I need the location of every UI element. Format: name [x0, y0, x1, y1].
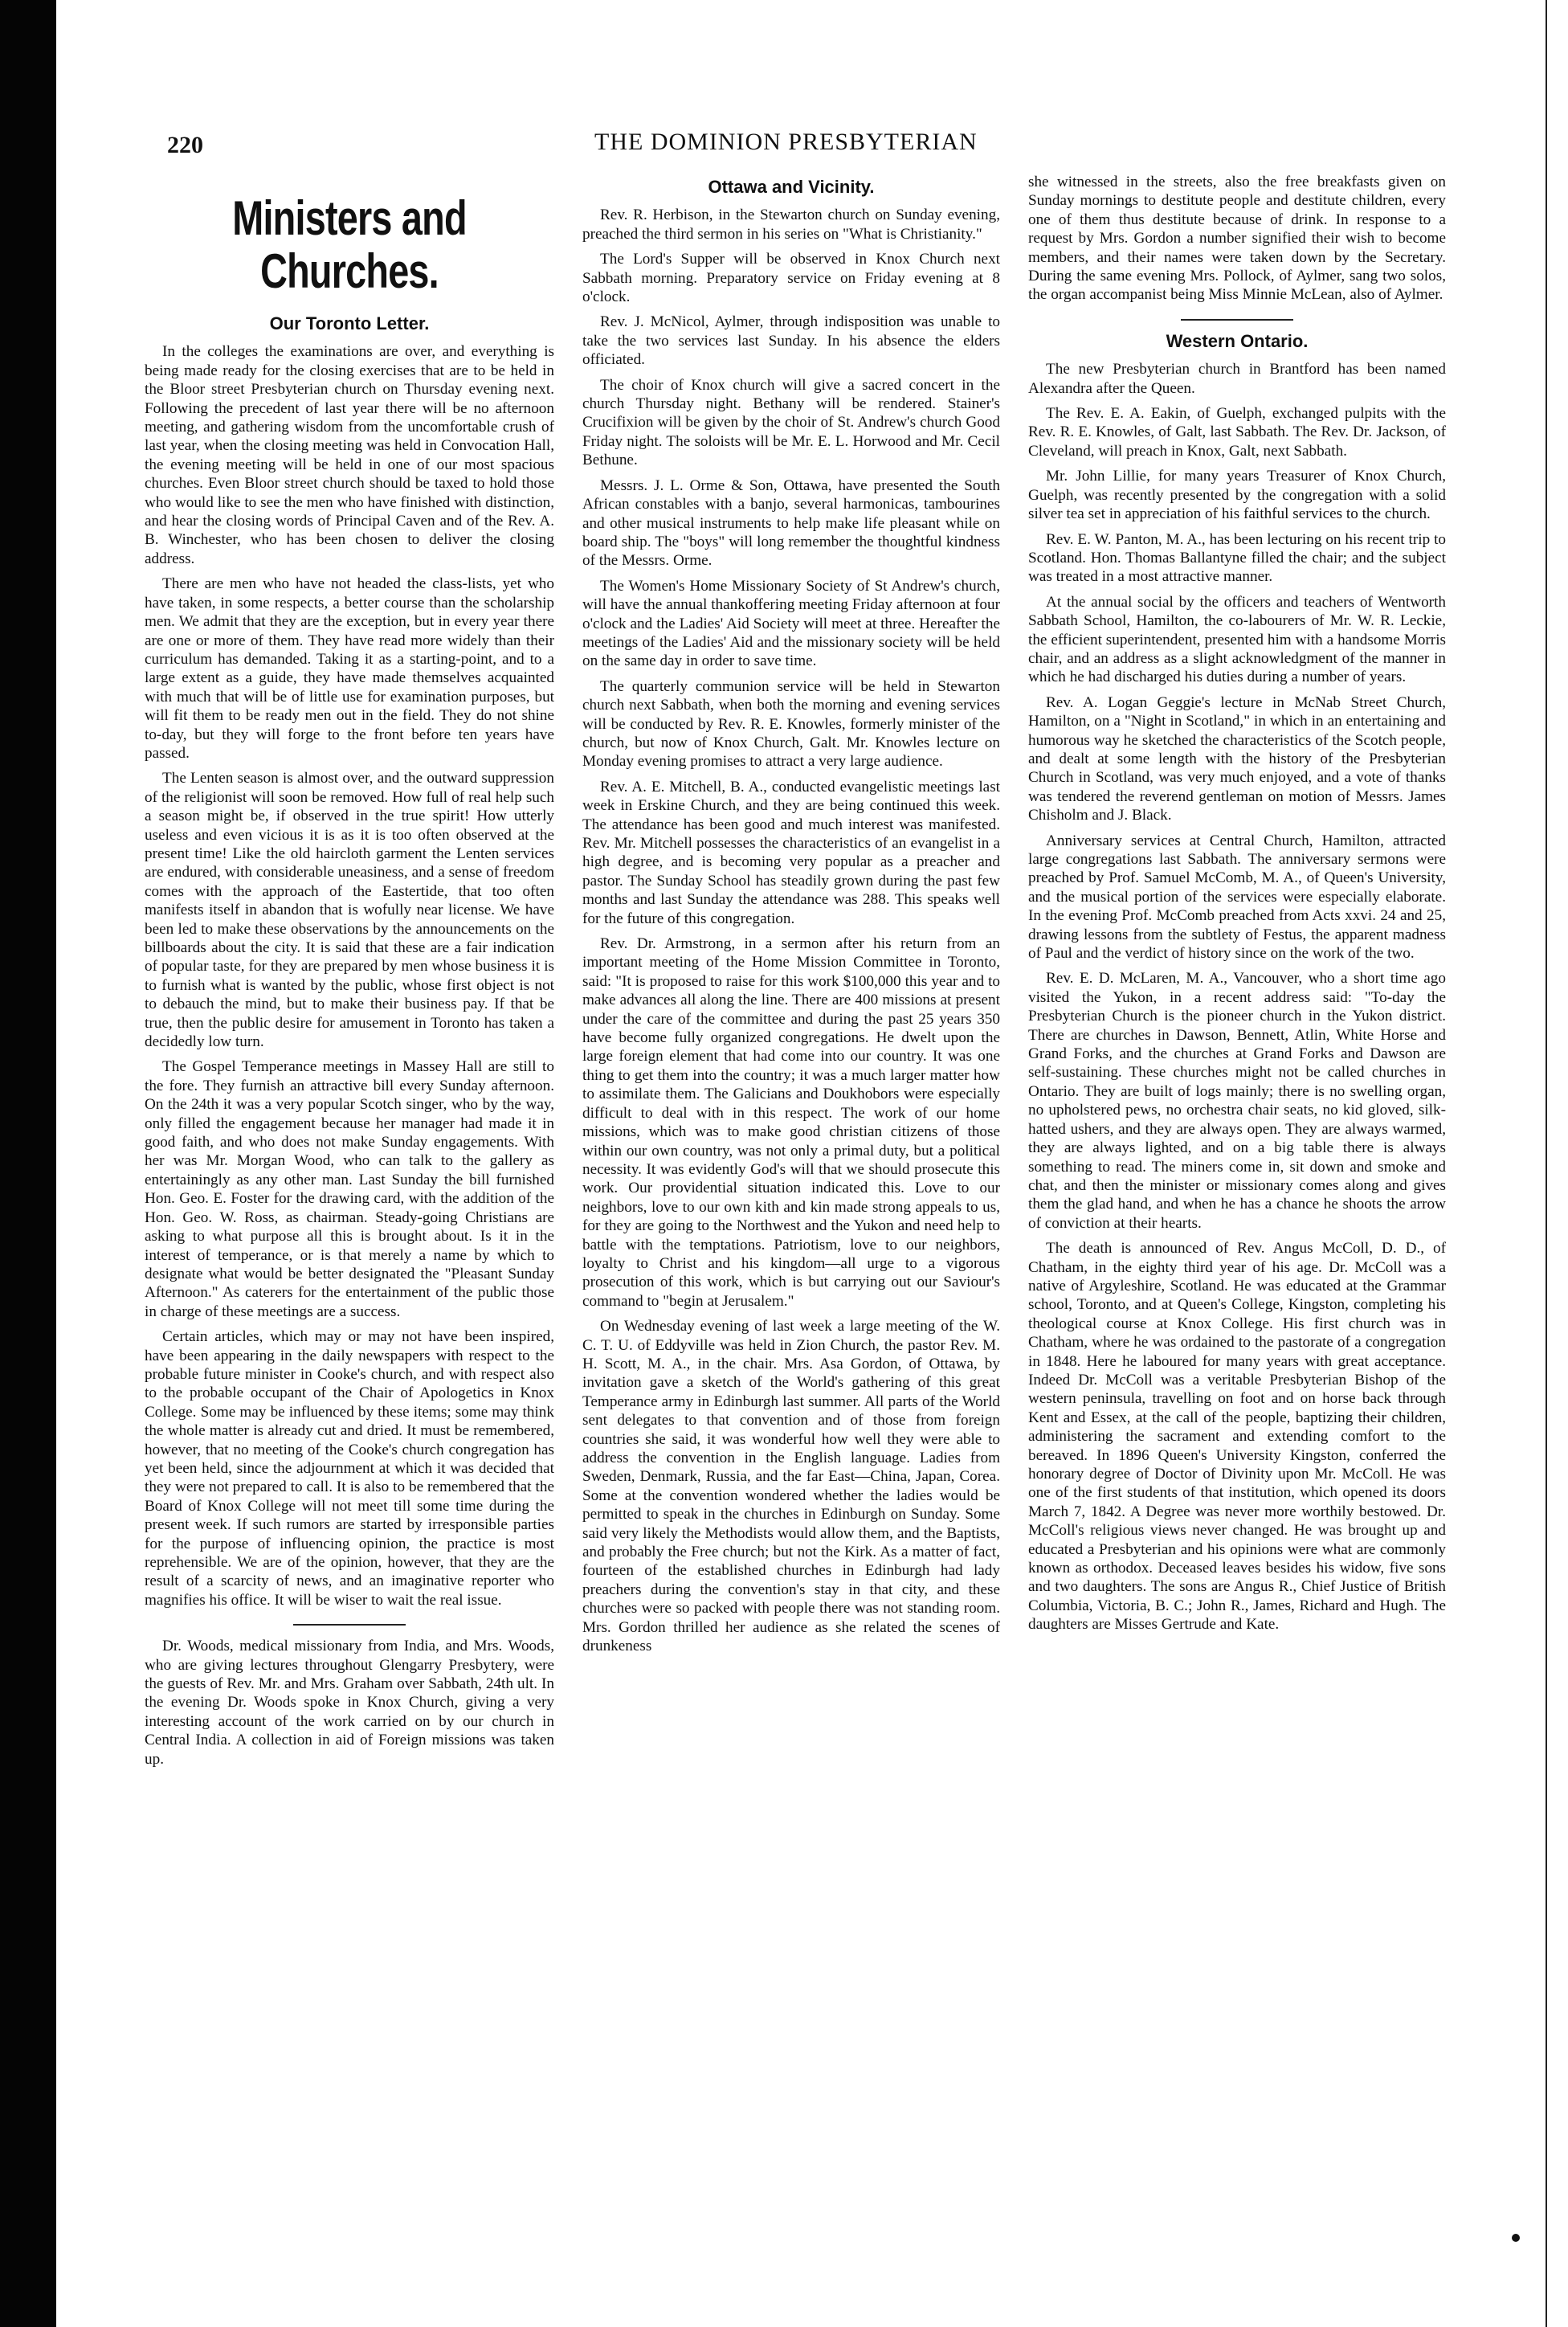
paragraph: Dr. Woods, medical missionary from India, and Mrs. Woods, who are giving lectures throughout Glengarry Presbytery, were the guests of Rev. Mr. and Mrs. Graham over Sabbath, 24th ult. In the evening Dr. Woods spoke in Knox Church, giving a very interesting account of the work carried on by our church in Central India. A collection in aid of Foreign missions was taken up. — [145, 1638, 554, 1768]
western-ontario-heading: Western Ontario. — [1166, 330, 1309, 351]
journal-title: THE DOMINION PRESBYTERIAN — [594, 129, 978, 155]
paragraph: In the colleges the examinations are over, and everything is being made ready for the closing exercises that are to be held in the Bloor street Presbyterian church on Thursday evening next. Following the precedent of last year there will be no afternoon meeting, and gathering wisdom from the uncomfortable crush of last year, when the closing meeting was held in Convocation Hall, the evening meeting will be held in one of our most spacious churches. Even Bloor street church should be taxed to hold those who would like to see the men who have finished with distinction, and hear the closing words of Principal Caven and of the Rev. A. B. Winchester, who has been chosen to deliver the closing address. — [145, 343, 554, 567]
paragraph: At the annual social by the officers and teachers of Wentworth Sabbath School, Hamilton, the co-labourers of Mr. W. R. Leckie, the efficient superintendent, presented him with a handsome Morris chair, and an address as a slight acknowledgment of the manner in which he had discharged his duties during a number of years. — [1028, 593, 1446, 686]
paragraph: Rev. J. McNicol, Aylmer, through indisposition was unable to take the two services last Sunday. In his absence the elders officiated. — [582, 313, 1000, 369]
paragraph: On Wednesday evening of last week a large meeting of the W. C. T. U. of Eddyville was held in Zion Church, the pastor Rev. M. H. Scott, M. A., in the chair. Mrs. Asa Gordon, of Ottawa, by invitation gave a sketch of the World's gathering of this great Temperance army in Edinburgh last summer. All parts of the World sent delegates to that convention and of those from foreign countries she said, it was wonderful how well they were able to address the convention in the English language. Ladies from Sweden, Denmark, Russia, and the far East—China, Japan, Corea. Some at the convention wondered whether the ladies would be permitted to speak in the churches in Edinburgh on Sunday. Some said very likely the Methodists would allow them, and the Baptists, and probably the Free church; but not the Kirk. As a matter of fact, fourteen of the established churches in Edinburgh had lady preachers during the convention's stay in that city, and these churches were so packed with people there was not standing room. Mrs. Gordon thrilled her audience as she related the scenes of drunkeness — [582, 1318, 1000, 1655]
divider — [1181, 319, 1293, 321]
column-western-ontario — [1028, 173, 1446, 1641]
paragraph: Certain articles, which may or may not have been inspired, have been appearing in the daily newspapers with respect to the probable future minister in Cooke's church, and with respect also to the probable occupant of the Chair of Apologetics in Knox College. Some may be influenced by these items; some may think the whole matter is already cut and dried. It must be remembered, however, that no meeting of the Cooke's church congregation has yet been held, since the adjournment at which it was decided that they were not prepared to call. It is also to be remembered that the Board of Knox College will not meet till some time during the present week. If such rumors are started by irresponsible parties for the purpose of influencing opinion, the practice is most reprehensible. We are of the opinion, however, that they are the result of a scarcity of news, and an imaginative reporter who magnifies his office. It will be wiser to wait the real issue. — [145, 1328, 554, 1609]
column-toronto — [145, 173, 554, 1775]
ottawa-heading: Ottawa and Vicinity. — [708, 177, 875, 197]
paragraph: Messrs. J. L. Orme & Son, Ottawa, have presented the South African constables with a banjo, several harmonicas, tambourines and other musical instruments to help make life pleasant while on board ship. The "boys" will long remember the thoughtful kindness of the Messrs. Orme. — [582, 476, 1000, 570]
newspaper-page — [145, 0, 1470, 2327]
divider — [293, 1624, 406, 1626]
paragraph: she witnessed in the streets, also the free breakfasts given on Sunday mornings to destitute people and destitute children, every one of them thus destitute because of drink. In response to a request by Mrs. Gordon a number signified their wish to become members, and their names were taken down by the Secretary. During the same evening Mrs. Pollock, of Aylmer, sang two solos, the organ accompanist being Miss Minnie McLean, also of Aylmer. — [1028, 174, 1446, 304]
paragraph: Rev. E. D. McLaren, M. A., Vancouver, who a short time ago visited the Yukon, in a recent address said: "To-day the Presbyterian Church is the pioneer church in the Yukon district. There are churches in Dawson, Bennett, Atlin, White Horse and Grand Forks, and the churches at Grand Forks and Dawson are self-sustaining. These churches might not be called churches in Ontario. They are built of logs mainly; there is no swelling organ, no upholstered pews, no orchestra chair seats, no kid gloved, silk-hatted ushers, and they are always open. They are always warmed, they are always lighted, and on a big table there is always something to read. The miners come in, sit down and smoke and chat, and then the minister or missionary comes along and gives them the glad hand, and when he has a chance he shoots the arrow of conviction at their hearts. — [1028, 970, 1446, 1232]
paragraph: The choir of Knox church will give a sacred concert in the church Thursday night. Bethany will be rendered. Stainer's Crucifixion will be given by the choir of St. Andrew's church Good Friday night. The soloists will be Mr. E. L. Horwood and Mr. Cecil Bethune. — [582, 376, 1000, 469]
paragraph: The death is announced of Rev. Angus McColl, D. D., of Chatham, in the eighty third year of his age. Dr. McColl was a native of Argyleshire, Scotland. He was educated at the Grammar school, Toronto, and at Queen's College, Kingston, completing his theological course at Knox College. His first church was in Chatham, where he was ordained to the pastorate of a congregation in 1848. Here he laboured for many years with great acceptance. Indeed Dr. McColl was a veritable Presbyterian Bishop of the western peninsula, travelling on foot and on horse back through Kent and Essex, at the call of the people, baptizing their children, administering the sacrament and extending comfort to the bereaved. In 1896 Queen's University Kingston, conferred the honorary degree of Doctor of Divinity upon Mr. McColl. He was one of the first students of that institution, which opened its doors March 7, 1842. A Degree was never more worthily bestowed. Dr. McColl's religious views never changed. He was brought up and educated a Presbyterian and his opinions were what are commonly known as orthodox. Deceased leaves besides his widow, five sons and two daughters. The sons are Angus R., Chief Justice of British Columbia, Victoria, B. C.; John R., James, Richard and Hugh. The daughters are Misses Gertrude and Kate. — [1028, 1240, 1446, 1634]
section-title: Ministers and Churches. — [232, 191, 467, 298]
paragraph: Rev. Dr. Armstrong, in a sermon after his return from an important meeting of the Home Mission Committee in Toronto, said: "It is proposed to raise for this work $100,000 this year and to make advances all along the line. There are 400 missions at present under the care of the committee and during the past 25 years 350 have become fully organized congregations. He dwelt upon the large foreign element that had come into our country. It was one thing to get them into the country; it was a much larger matter how to assimilate them. The Galicians and Doukhobors were especially difficult to deal with in this respect. The work of our home missions, which was to make good christian citizens of those within our own country, was not only a primal duty, but a political necessity. It was evidently God's will that we should prosecute this work. Our providential situation indicated this. Love to our neighbors, love to our own kith and kin made strong appeals to us, for they are going to the Northwest and the Yukon and need help to battle with the temptations. Patriotism, love to our neighbors, loyalty to Christ and his kingdom—all urge to a vigorous prosecution of this work, which is but carrying out our Saviour's command to "begin at Jerusalem." — [582, 935, 1000, 1310]
paragraph: The Lenten season is almost over, and the outward suppression of the religionist will soon be removed. How full of real help such a season might be, if observed in the true spirit! How utterly useless and even vicious it is as it is too often observed at the present time! Like the old haircloth garment the Lenten services are endured, with considerable uneasiness, and a sense of freedom comes with the approach of the Eastertide, that too often manifests itself in abandon that is wofully near license. We have been led to make these observations by the announcements on the billboards about the city. It is said that these are a fair indication of popular taste, for they are prepared by men whose business it is to furnish what is wanted by the public, whose first object is not to debauch the mind, but to make their business pay. If that be true, then the public desire for amusement in Toronto has taken a decidedly low turn. — [145, 770, 554, 1051]
paragraph: Rev. R. Herbison, in the Stewarton church on Sunday evening, preached the third sermon in his series on "What is Christianity." — [582, 207, 1000, 243]
paragraph: The Lord's Supper will be observed in Knox Church next Sabbath morning. Preparatory service on Friday evening at 8 o'clock. — [582, 251, 1000, 306]
running-head — [145, 129, 1470, 161]
paragraph: Rev. E. W. Panton, M. A., has been lecturing on his recent trip to Scotland. Hon. Thomas Ballantyne filled the chair; and the subject was treated in a most attractive manner. — [1028, 530, 1446, 586]
paragraph: Anniversary services at Central Church, Hamilton, attracted large congregations last Sabbath. The anniversary sermons were preached by Prof. Samuel McComb, M. A., of Queen's University, and the musical portion of the services were especially elaborate. In the evening Prof. McComb preached from Acts xxvi. 24 and 25, drawing lessons from the subtlety of Festus, the apparent madness of Paul and the verdict of history since on the work of the two. — [1028, 832, 1446, 963]
paragraph: The Gospel Temperance meetings in Massey Hall are still to the fore. They furnish an attractive bill every Sunday afternoon. On the 24th it was a very popular Scotch singer, who by the way, only filled the engagement because her manager had made it in good faith, and who does not make Sunday engagements. With her was Mr. Morgan Wood, who can talk to the gallery as entertainingly as any other man. Last Sunday the bill furnished Hon. Geo. E. Foster for the drawing card, with the addition of the Hon. Geo. W. Ross, as chairman. Steady-going Christians are asking to what purpose all this is brought about. Is it in the interest of temperance, or is that merely a name by which to designate what would be better designated the "Pleasant Sunday Afternoon." As caterers for the entertainment of the public those in charge of these meetings are a success. — [145, 1058, 554, 1320]
paragraph: The quarterly communion service will be held in Stewarton church next Sabbath, when both the morning and evening services will be conducted by Rev. R. E. Knowles, formerly minister of the church, but now of Knox Church, Galt. Mr. Knowles lecture on Monday evening promises to attract a very large audience. — [582, 677, 1000, 771]
column-ottawa — [582, 173, 1000, 1662]
paragraph: Rev. A. E. Mitchell, B. A., conducted evangelistic meetings last week in Erskine Church, and they are being continued this week. The attendance has been good and much interest was manifested. Rev. Mr. Mitchell possesses the characteristics of an evangelist in a high degree, and is becoming very popular as a preacher and pastor. The Sunday School has steadily grown during the past few months and last Sunday the attendance was 288. This speaks well for the future of this congregation. — [582, 778, 1000, 927]
print-speck — [1512, 2234, 1520, 2242]
page-number: 220 — [167, 132, 203, 158]
paragraph: The Rev. E. A. Eakin, of Guelph, exchanged pulpits with the Rev. R. E. Knowles, of Galt, last Sabbath. The Rev. Dr. Jackson, of Cleveland, will preach in Knox, Galt, next Sabbath. — [1028, 405, 1446, 460]
scan-border-left — [0, 0, 56, 2327]
paragraph: The new Presbyterian church in Brantford has been named Alexandra after the Queen. — [1028, 361, 1446, 397]
toronto-letter-heading: Our Toronto Letter. — [269, 313, 430, 333]
paragraph: There are men who have not headed the class-lists, yet who have taken, in some respects, a better course than the scholarship men. We admit that they are the exception, but in every year there are one or more of them. They have read more widely than their curriculum has demanded. Taking it as a starting-point, and to a large extent as a guide, they have made themselves acquainted with much that will be of little use for examination purposes, but will fit them to be ready men out in the field. They do not shine to-day, but they will forge to the front before ten years have passed. — [145, 575, 554, 762]
paragraph: Rev. A. Logan Geggie's lecture in McNab Street Church, Hamilton, on a "Night in Scotland," in which in an entertaining and humorous way he sketched the characteristics of the Scotch people, and dealt at some length with the history of the Presbyterian Church in Scotland, was very much enjoyed, and a vote of thanks was tendered the reverend gentleman on motion of Messrs. James Chisholm and J. Black. — [1028, 693, 1446, 824]
paragraph: The Women's Home Missionary Society of St Andrew's church, will have the annual thankoffering meeting Friday afternoon at four o'clock and the Ladies' Aid Society will meet at three. Hereafter the meetings of the Ladies' Aid and the missionary society will be held on the same day in order to save time. — [582, 577, 1000, 670]
paragraph: Mr. John Lillie, for many years Treasurer of Knox Church, Guelph, was recently presented by the congregation with a solid silver tea set in appreciation of his faithful services to the church. — [1028, 468, 1446, 523]
scan-border-right — [1546, 0, 1568, 2327]
